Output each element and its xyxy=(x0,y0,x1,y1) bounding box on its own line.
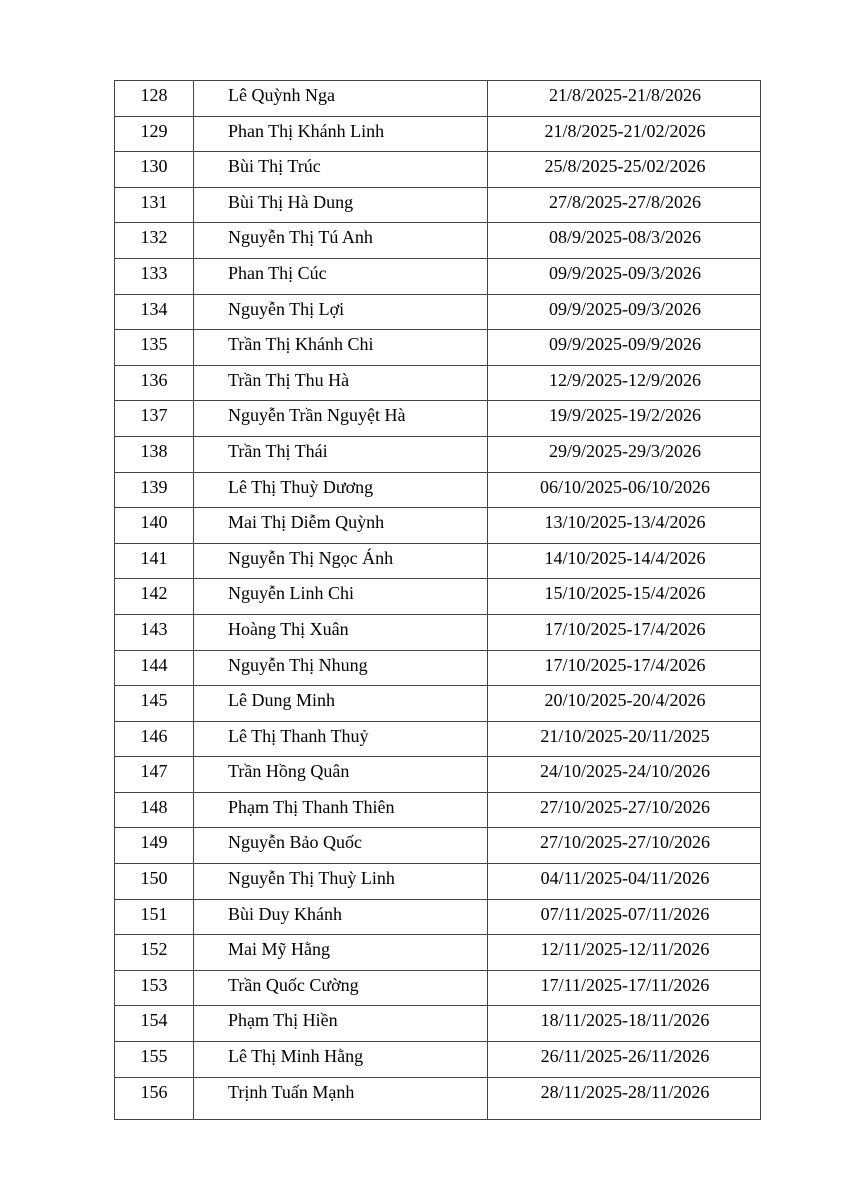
table-row xyxy=(115,436,761,472)
row-number-cell: 156 xyxy=(115,1077,194,1119)
date-range-cell: 25/8/2025-25/02/2026 xyxy=(488,152,761,188)
row-number-cell: 145 xyxy=(115,686,194,722)
row-number-cell: 147 xyxy=(115,757,194,793)
person-name-cell: Nguyễn Thị Ngọc Ánh xyxy=(194,543,488,579)
row-number-cell: 132 xyxy=(115,223,194,259)
date-range-cell: 09/9/2025-09/9/2026 xyxy=(488,330,761,366)
table-row xyxy=(115,223,761,259)
table-row xyxy=(115,686,761,722)
date-range-cell: 12/11/2025-12/11/2026 xyxy=(488,935,761,971)
person-name-cell: Phạm Thị Thanh Thiên xyxy=(194,792,488,828)
person-name-cell: Mai Thị Diễm Quỳnh xyxy=(194,508,488,544)
person-name-cell: Lê Thị Thuỳ Dương xyxy=(194,472,488,508)
person-name-cell: Bùi Duy Khánh xyxy=(194,899,488,935)
person-name-cell: Trịnh Tuấn Mạnh xyxy=(194,1077,488,1119)
person-name-cell: Bùi Thị Hà Dung xyxy=(194,187,488,223)
row-number-cell: 133 xyxy=(115,258,194,294)
row-number-cell: 134 xyxy=(115,294,194,330)
row-number-cell: 128 xyxy=(115,81,194,117)
table-row xyxy=(115,401,761,437)
date-range-cell: 27/8/2025-27/8/2026 xyxy=(488,187,761,223)
table-row xyxy=(115,508,761,544)
table-row xyxy=(115,258,761,294)
row-number-cell: 137 xyxy=(115,401,194,437)
table-row xyxy=(115,1006,761,1042)
table-row xyxy=(115,757,761,793)
table-row xyxy=(115,579,761,615)
date-range-cell: 21/8/2025-21/8/2026 xyxy=(488,81,761,117)
person-name-cell: Phan Thị Khánh Linh xyxy=(194,116,488,152)
date-range-cell: 09/9/2025-09/3/2026 xyxy=(488,294,761,330)
date-range-cell: 17/10/2025-17/4/2026 xyxy=(488,614,761,650)
date-range-cell: 18/11/2025-18/11/2026 xyxy=(488,1006,761,1042)
row-number-cell: 144 xyxy=(115,650,194,686)
row-number-cell: 151 xyxy=(115,899,194,935)
person-name-cell: Trần Thị Khánh Chi xyxy=(194,330,488,366)
table-body xyxy=(115,81,761,1120)
table-row xyxy=(115,472,761,508)
person-name-cell: Trần Thị Thu Hà xyxy=(194,365,488,401)
date-range-cell: 17/11/2025-17/11/2026 xyxy=(488,970,761,1006)
date-range-cell: 06/10/2025-06/10/2026 xyxy=(488,472,761,508)
row-number-cell: 148 xyxy=(115,792,194,828)
date-range-cell: 27/10/2025-27/10/2026 xyxy=(488,792,761,828)
table-row xyxy=(115,1042,761,1078)
row-number-cell: 152 xyxy=(115,935,194,971)
person-name-cell: Lê Thị Thanh Thuỷ xyxy=(194,721,488,757)
date-range-cell: 19/9/2025-19/2/2026 xyxy=(488,401,761,437)
table-row xyxy=(115,828,761,864)
person-name-cell: Nguyễn Trần Nguyệt Hà xyxy=(194,401,488,437)
person-name-cell: Hoàng Thị Xuân xyxy=(194,614,488,650)
person-name-cell: Trần Thị Thái xyxy=(194,436,488,472)
table-row xyxy=(115,935,761,971)
table-row xyxy=(115,721,761,757)
row-number-cell: 143 xyxy=(115,614,194,650)
person-name-cell: Trần Hồng Quân xyxy=(194,757,488,793)
date-range-cell: 14/10/2025-14/4/2026 xyxy=(488,543,761,579)
row-number-cell: 131 xyxy=(115,187,194,223)
date-range-cell: 08/9/2025-08/3/2026 xyxy=(488,223,761,259)
row-number-cell: 129 xyxy=(115,116,194,152)
row-number-cell: 138 xyxy=(115,436,194,472)
table-row xyxy=(115,116,761,152)
table-row xyxy=(115,1077,761,1119)
row-number-cell: 154 xyxy=(115,1006,194,1042)
person-name-cell: Trần Quốc Cường xyxy=(194,970,488,1006)
row-number-cell: 155 xyxy=(115,1042,194,1078)
date-range-cell: 04/11/2025-04/11/2026 xyxy=(488,864,761,900)
date-range-cell: 17/10/2025-17/4/2026 xyxy=(488,650,761,686)
row-number-cell: 140 xyxy=(115,508,194,544)
table-row xyxy=(115,365,761,401)
date-range-cell: 27/10/2025-27/10/2026 xyxy=(488,828,761,864)
person-name-cell: Phạm Thị Hiền xyxy=(194,1006,488,1042)
table-row xyxy=(115,970,761,1006)
row-number-cell: 150 xyxy=(115,864,194,900)
date-range-cell: 21/8/2025-21/02/2026 xyxy=(488,116,761,152)
table-row xyxy=(115,614,761,650)
person-name-cell: Lê Quỳnh Nga xyxy=(194,81,488,117)
person-name-cell: Bùi Thị Trúc xyxy=(194,152,488,188)
table-row xyxy=(115,294,761,330)
table-row xyxy=(115,650,761,686)
table-row xyxy=(115,899,761,935)
registry-table xyxy=(114,80,761,1120)
date-range-cell: 28/11/2025-28/11/2026 xyxy=(488,1077,761,1119)
table-row xyxy=(115,543,761,579)
row-number-cell: 136 xyxy=(115,365,194,401)
date-range-cell: 12/9/2025-12/9/2026 xyxy=(488,365,761,401)
date-range-cell: 29/9/2025-29/3/2026 xyxy=(488,436,761,472)
date-range-cell: 24/10/2025-24/10/2026 xyxy=(488,757,761,793)
table-row xyxy=(115,187,761,223)
row-number-cell: 146 xyxy=(115,721,194,757)
table-row xyxy=(115,152,761,188)
row-number-cell: 130 xyxy=(115,152,194,188)
person-name-cell: Lê Dung Minh xyxy=(194,686,488,722)
row-number-cell: 141 xyxy=(115,543,194,579)
date-range-cell: 09/9/2025-09/3/2026 xyxy=(488,258,761,294)
date-range-cell: 15/10/2025-15/4/2026 xyxy=(488,579,761,615)
row-number-cell: 153 xyxy=(115,970,194,1006)
person-name-cell: Nguyễn Bảo Quốc xyxy=(194,828,488,864)
date-range-cell: 21/10/2025-20/11/2025 xyxy=(488,721,761,757)
row-number-cell: 139 xyxy=(115,472,194,508)
person-name-cell: Nguyễn Thị Thuỳ Linh xyxy=(194,864,488,900)
table-row xyxy=(115,81,761,117)
date-range-cell: 26/11/2025-26/11/2026 xyxy=(488,1042,761,1078)
person-name-cell: Nguyễn Thị Nhung xyxy=(194,650,488,686)
date-range-cell: 07/11/2025-07/11/2026 xyxy=(488,899,761,935)
row-number-cell: 149 xyxy=(115,828,194,864)
table-row xyxy=(115,330,761,366)
person-name-cell: Phan Thị Cúc xyxy=(194,258,488,294)
table-row xyxy=(115,792,761,828)
person-name-cell: Nguyễn Thị Tú Anh xyxy=(194,223,488,259)
person-name-cell: Nguyễn Thị Lợi xyxy=(194,294,488,330)
date-range-cell: 13/10/2025-13/4/2026 xyxy=(488,508,761,544)
person-name-cell: Mai Mỹ Hằng xyxy=(194,935,488,971)
person-name-cell: Lê Thị Minh Hằng xyxy=(194,1042,488,1078)
row-number-cell: 135 xyxy=(115,330,194,366)
person-name-cell: Nguyễn Linh Chi xyxy=(194,579,488,615)
date-range-cell: 20/10/2025-20/4/2026 xyxy=(488,686,761,722)
row-number-cell: 142 xyxy=(115,579,194,615)
table-row xyxy=(115,864,761,900)
